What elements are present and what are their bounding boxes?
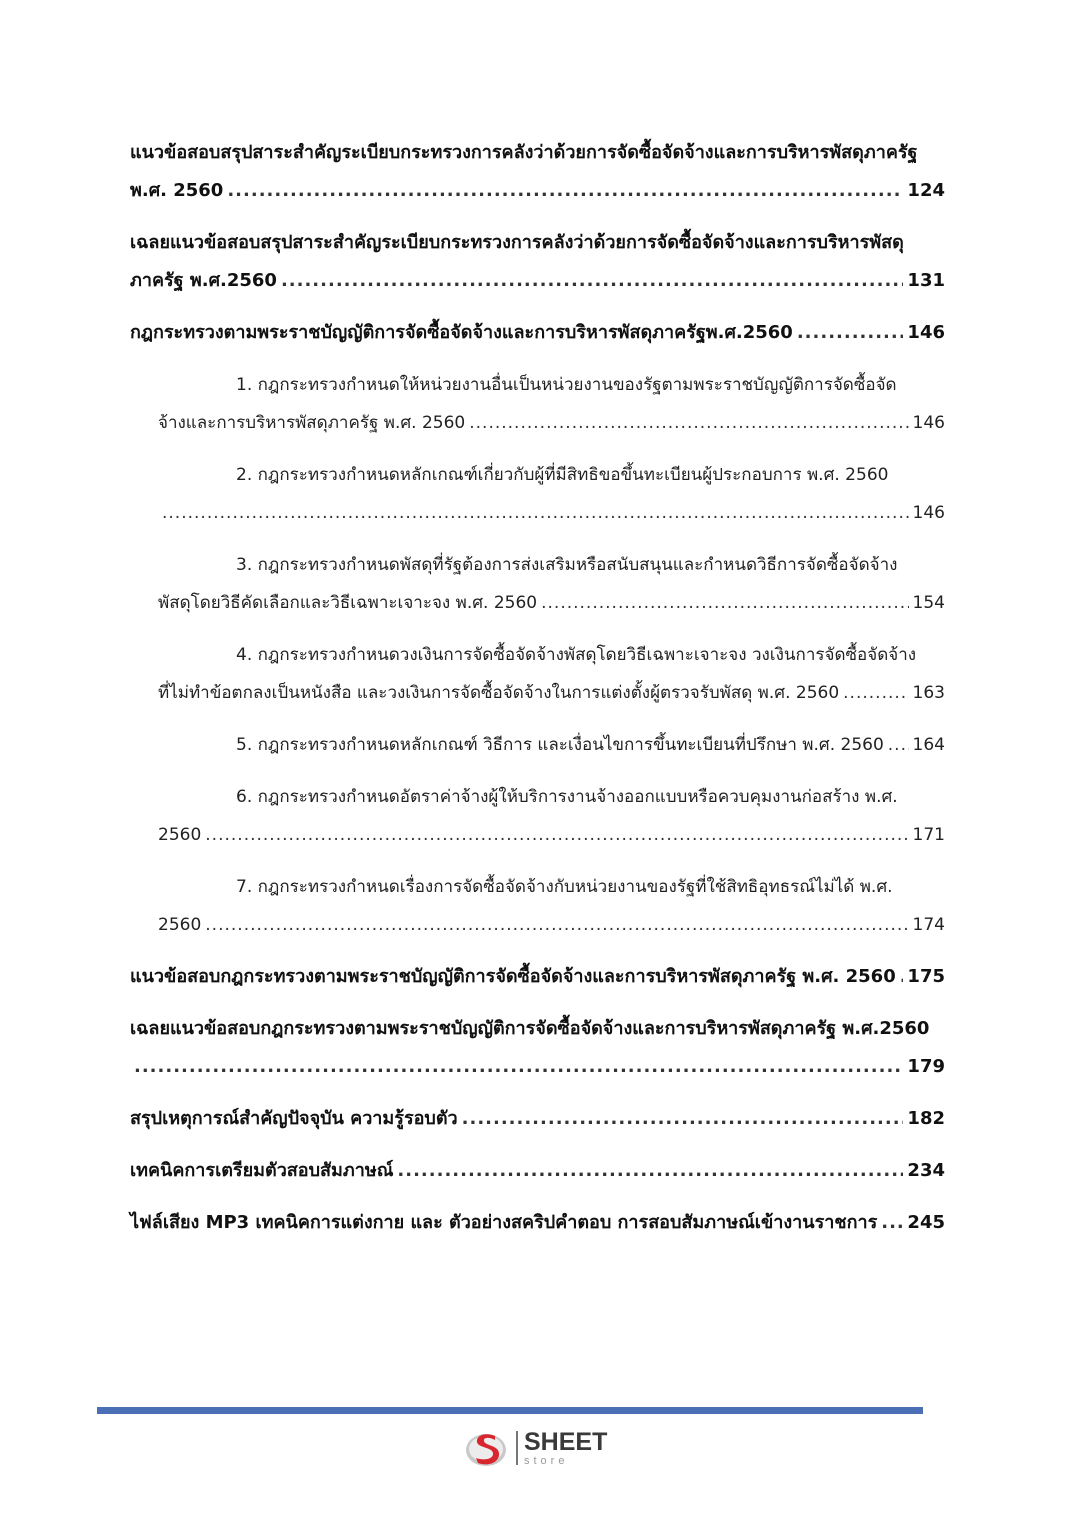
toc-subentry[interactable] <box>130 726 945 764</box>
toc-entry-title-cont: ภาครัฐ พ.ศ.2560 <box>130 270 277 291</box>
toc-subentry-title: 5. กฎกระทรวงกำหนดหลักเกณฑ์ วิธีการ และเงื่อนไขการขึ้นทะเบียนที่ปรึกษา พ.ศ. 2560 <box>236 735 884 755</box>
toc-entry[interactable] <box>130 1010 945 1086</box>
toc-page-number: 171 <box>912 825 945 845</box>
toc-subentry-title-cont: 2560 <box>158 825 202 845</box>
footer-rule <box>97 1407 923 1414</box>
toc-entry-title: ไฟล์เสียง MP3 เทคนิคการแต่งกาย และ ตัวอย่างสคริปคำตอบ การสอบสัมภาษณ์เข้างานราชการ <box>130 1212 878 1233</box>
toc-entry[interactable] <box>130 1152 945 1190</box>
toc-entry-title: เทคนิคการเตรียมตัวสอบสัมภาษณ์ <box>130 1160 394 1181</box>
toc-page-number: 234 <box>907 1160 945 1181</box>
leader-dots <box>227 172 903 210</box>
toc-subentry-title: 3. กฎกระทรวงกำหนดพัสดุที่รัฐต้องการส่งเสริมหรือสนับสนุนและกำหนดวิธีการจัดซื้อจัดจ้าง <box>236 555 898 575</box>
leader-dots <box>900 958 904 996</box>
leader-dots <box>205 816 908 854</box>
brand-subtitle: store <box>524 1454 569 1467</box>
toc-page-number: 146 <box>907 322 945 343</box>
toc-entry[interactable] <box>130 134 945 210</box>
toc-subentry[interactable] <box>130 456 945 532</box>
toc-entry-title: แนวข้อสอบกฎกระทรวงตามพระราชบัญญัติการจัดซื้อจัดจ้างและการบริหารพัสดุภาครัฐ พ.ศ. 2560 <box>130 966 896 987</box>
leader-dots <box>888 726 909 764</box>
toc-page-number: 163 <box>912 683 945 703</box>
leader-dots <box>162 494 909 532</box>
toc-entry-title: สรุปเหตุการณ์สำคัญปัจจุบัน ความรู้รอบตัว <box>130 1108 458 1129</box>
toc-page-number: 124 <box>907 180 945 201</box>
toc-page-number: 154 <box>912 593 945 613</box>
toc-subentry-title-cont: จ้างและการบริหารพัสดุภาครัฐ พ.ศ. 2560 <box>158 413 466 433</box>
toc-subentry-title: 6. กฎกระทรวงกำหนดอัตราค่าจ้างผู้ให้บริการงานจ้างออกแบบหรือควบคุมงานก่อสร้าง พ.ศ. <box>236 787 898 807</box>
toc-entry[interactable] <box>130 1204 945 1242</box>
toc-entry[interactable] <box>130 1100 945 1138</box>
toc-page-number: 174 <box>912 915 945 935</box>
toc-page-number: 146 <box>912 413 945 433</box>
toc-entry-title: กฎกระทรวงตามพระราชบัญญัติการจัดซื้อจัดจ้างและการบริหารพัสดุภาครัฐพ.ศ.2560 <box>130 322 793 343</box>
toc-subentry-title: 1. กฎกระทรวงกำหนดให้หน่วยงานอื่นเป็นหน่วยงานของรัฐตามพระราชบัญญัติการจัดซื้อจัด <box>236 375 897 395</box>
toc-subentry[interactable] <box>130 546 945 622</box>
table-of-contents <box>130 134 945 1242</box>
s-emblem-icon <box>464 1424 512 1472</box>
toc-page-number: 131 <box>907 270 945 291</box>
toc-page-number: 146 <box>912 503 945 523</box>
toc-subentry[interactable] <box>130 366 945 442</box>
toc-subentry[interactable] <box>130 778 945 854</box>
toc-entry[interactable] <box>130 958 945 996</box>
sheet-store-logo <box>464 1422 634 1474</box>
leader-dots <box>397 1152 903 1190</box>
leader-dots <box>205 906 908 944</box>
leader-dots <box>134 1048 903 1086</box>
brand-name: SHEET <box>524 1427 608 1456</box>
logo-divider <box>516 1431 518 1465</box>
toc-entry[interactable] <box>130 314 945 352</box>
toc-entry-title: เฉลยแนวข้อสอบสรุปสาระสำคัญระเบียบกระทรวงการคลังว่าด้วยการจัดซื้อจัดจ้างและการบริหารพัสดุ <box>130 232 904 253</box>
toc-subentry-title: 2. กฎกระทรวงกำหนดหลักเกณฑ์เกี่ยวกับผู้ที่มีสิทธิขอขึ้นทะเบียนผู้ประกอบการ พ.ศ. 2560 <box>236 465 889 485</box>
toc-subentry-title-cont: 2560 <box>158 915 202 935</box>
toc-subentry-title: 4. กฎกระทรวงกำหนดวงเงินการจัดซื้อจัดจ้างพัสดุโดยวิธีเฉพาะเจาะจง วงเงินการจัดซื้อจัดจ้าง <box>236 645 917 665</box>
leader-dots <box>541 584 908 622</box>
leader-dots <box>462 1100 904 1138</box>
toc-page-number: 182 <box>907 1108 945 1129</box>
toc-subentry[interactable] <box>130 636 945 712</box>
toc-entry[interactable] <box>130 224 945 300</box>
toc-page-number: 179 <box>907 1056 945 1077</box>
leader-dots <box>881 1204 903 1242</box>
toc-entry-title: แนวข้อสอบสรุปสาระสำคัญระเบียบกระทรวงการคลังว่าด้วยการจัดซื้อจัดจ้างและการบริหารพัสดุภาครัฐ <box>130 142 918 163</box>
toc-subentry[interactable] <box>130 868 945 944</box>
leader-dots <box>843 674 908 712</box>
toc-page-number: 175 <box>907 966 945 987</box>
leader-dots <box>797 314 904 352</box>
toc-entry-title: เฉลยแนวข้อสอบกฎกระทรวงตามพระราชบัญญัติการจัดซื้อจัดจ้างและการบริหารพัสดุภาครัฐ พ.ศ.2560 <box>130 1018 930 1039</box>
toc-subentry-title-cont: พัสดุโดยวิธีคัดเลือกและวิธีเฉพาะเจาะจง พ.ศ. 2560 <box>158 593 538 613</box>
leader-dots <box>281 262 903 300</box>
toc-subentry-title: 7. กฎกระทรวงกำหนดเรื่องการจัดซื้อจัดจ้างกับหน่วยงานของรัฐที่ใช้สิทธิอุทธรณ์ไม่ได้ พ.ศ. <box>236 877 893 897</box>
toc-page-number: 164 <box>912 735 945 755</box>
toc-entry-title-cont: พ.ศ. 2560 <box>130 180 224 201</box>
leader-dots <box>469 404 908 442</box>
toc-subentry-title-cont: ที่ไม่ทำข้อตกลงเป็นหนังสือ และวงเงินการจัดซื้อจัดจ้างในการแต่งตั้งผู้ตรวจรับพัสดุ พ.ศ. 2560 <box>158 683 840 703</box>
toc-page-number: 245 <box>907 1212 945 1233</box>
